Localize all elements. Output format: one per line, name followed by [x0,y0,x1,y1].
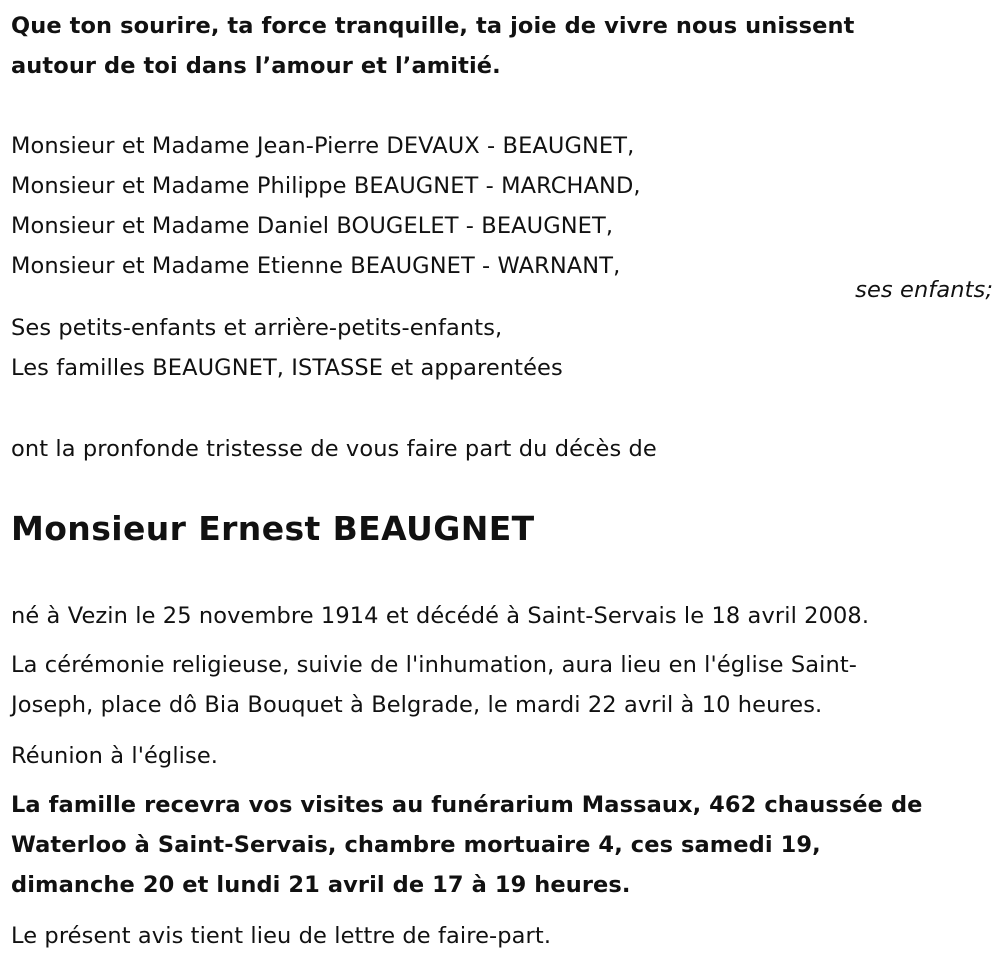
deceased-name: Monsieur Ernest BEAUGNET [11,509,535,548]
family-line-2: Les familles BEAUGNET, ISTASSE et apparentées [11,355,563,381]
children-line-3: Monsieur et Madame Daniel BOUGELET - BEAUGNET, [11,213,614,239]
visits-line-3: dimanche 20 et lundi 21 avril de 17 à 19 heures. [11,872,631,898]
quote-line-2: autour de toi dans l’amour et l’amitié. [11,53,501,79]
children-line-2: Monsieur et Madame Philippe BEAUGNET - MARCHAND, [11,173,641,199]
quote-line-1: Que ton sourire, ta force tranquille, ta joie de vivre nous unissent [11,13,855,39]
ceremony-line-1: La cérémonie religieuse, suivie de l'inhumation, aura lieu en l'église Saint- [11,652,857,678]
visits-line-1: La famille recevra vos visites au funérarium Massaux, 462 chaussée de [11,792,923,818]
announcement-text: ont la pronfonde tristesse de vous faire part du décès de [11,436,657,462]
ceremony-line-2: Joseph, place dô Bia Bouquet à Belgrade, le mardi 22 avril à 10 heures. [11,692,823,718]
children-label: ses enfants; [855,277,993,303]
meeting-text: Réunion à l'église. [11,743,219,769]
family-line-1: Ses petits-enfants et arrière-petits-enfants, [11,315,503,341]
children-line-1: Monsieur et Madame Jean-Pierre DEVAUX - BEAUGNET, [11,133,635,159]
children-line-4: Monsieur et Madame Etienne BEAUGNET - WARNANT, [11,253,621,279]
visits-line-2: Waterloo à Saint-Servais, chambre mortuaire 4, ces samedi 19, [11,832,821,858]
birth-death-text: né à Vezin le 25 novembre 1914 et décédé à Saint-Servais le 18 avril 2008. [11,603,870,629]
closing-text: Le présent avis tient lieu de lettre de faire-part. [11,923,552,949]
